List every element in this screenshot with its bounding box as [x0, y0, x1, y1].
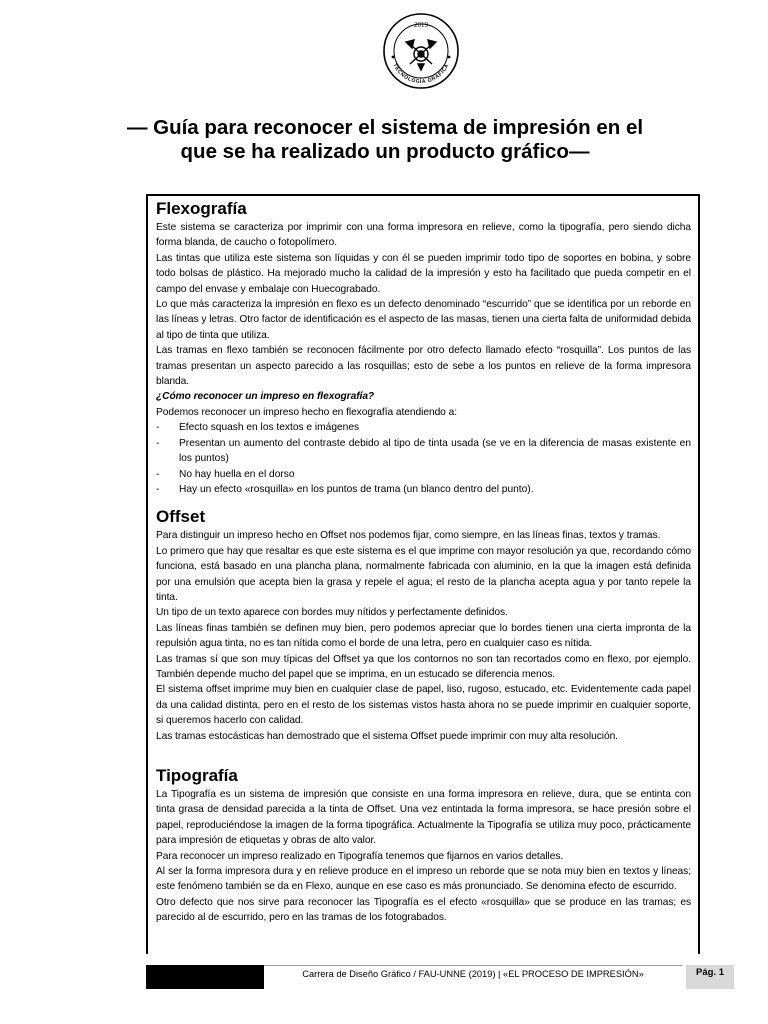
paragraph: Un tipo de un texto aparece con bordes muy nítidos y perfectamente definidos. — [156, 607, 508, 619]
list-item: - Efecto squash en los textos e imágenes — [156, 420, 691, 435]
paragraph: Podemos reconocer un impreso hecho en flexografía atendiendo a: — [156, 406, 457, 418]
seal-ring-text: TECNOLOGÍA GRÁFICA — [391, 62, 451, 86]
section-heading-tipografia: Tipografía — [156, 766, 238, 785]
paragraph: Para distinguir un impreso hecho en Offset nos podemos fijar, como siempre, en las líneas finas, textos y tramas. — [156, 530, 661, 542]
paragraph: Lo primero que hay que resaltar es que este sistema es el que imprime con mayor resolución ya que, recordando cómo funciona, está basado en una plancha plana, normalmente fabricada con aluminio, en la que la imagen está definida por una emulsión que acepta bien la grasa y repele el agua; el resto de la plancha acepta agua y por tanto repele la tinta. — [156, 545, 691, 603]
list-item: - Hay un efecto «rosquilla» en los puntos de trama (un blanco dentro del punto). — [156, 482, 691, 497]
paragraph: Las tramas estocásticas han demostrado que el sistema Offset puede imprimir con muy alta resolución. — [156, 730, 618, 742]
seal-year: 2019 — [414, 21, 428, 29]
list-item: - Presentan un aumento del contraste debido al tipo de tinta usada (se ve en la diferencia de masas existente en los puntos) — [156, 436, 691, 467]
paragraph: Este sistema se caracteriza por imprimir con una forma impresora en relieve, como la tipografía, pero siendo dicha forma blanda, de caucho o fotopolímero. — [156, 222, 691, 249]
list-item: - No hay huella en el dorso — [156, 467, 691, 482]
document-title: — Guía para reconocer el sistema de impresión en el que se ha realizado un producto gráfico— — [126, 116, 644, 163]
footer-black-bar — [146, 965, 264, 989]
section-heading-flexografia: Flexografía — [156, 199, 247, 218]
paragraph: El sistema offset imprime muy bien en cualquier clase de papel, liso, rugoso, estucado, etc. Evidentemente cada papel da una calidad distinta, pero en el resto de los sistemas vistos hasta ahora no se puede imprimir en cualquier soporte, si queremos hacerlo con calidad. — [156, 684, 691, 727]
paragraph: Para reconocer un impreso realizado en Tipografía tenemos que fijarnos en varios detalles. — [156, 850, 564, 862]
section-heading-offset: Offset — [156, 507, 206, 527]
page-number: Pág. 1 — [686, 965, 734, 989]
paragraph: Otro defecto que nos sirve para reconocer las Tipografía es el efecto «rosquilla» que se produce en las tramas; es parecido al de escurrido, pero en las tramas de los fotograbados. — [156, 896, 691, 924]
paragraph: Las líneas finas también se definen muy bien, pero podemos apreciar que lo bordes tienen una cierta impronta de la repulsión agua tinta, no es tan nítida como el borde de una letra, pero en cualquier caso es nítida. — [156, 622, 691, 650]
content-box — [146, 194, 700, 954]
subheading-question: ¿Cómo reconocer un impreso en flexografía? — [156, 391, 375, 403]
features-list — [156, 420, 691, 497]
footer-text: Carrera de Diseño Gráfico / FAU-UNNE (2019) | «EL PROCESO DE IMPRESIÓN» — [264, 965, 682, 989]
paragraph: Lo que más caracteriza la impresión en flexo es un defecto denominado “escurrido” que se identifica por un reborde en las líneas y letras. Otro factor de identificación es el aspecto de las masas, tienen una cierta falta de uniformidad debida al tipo de tinta que utiliza. — [156, 299, 691, 341]
paragraph: Las tintas que utiliza este sistema son líquidas y con él se pueden imprimir todo tipo de soportes en bobina, y sobre todo bolsas de plástico. Ha mejorado mucho la calidad de la impresión y esto ha facilitado que pueda competir en el campo del envase y embalaje con Huecograbado. — [156, 252, 691, 295]
paragraph: Las tramas sí que son muy típicas del Offset ya que los contornos no son tan recortados como en flexo, por ejemplo. También depende mucho del papel que se imprima, en un estucado se diferencia menos. — [156, 653, 691, 680]
paragraph: Las tramas en flexo también se reconocen fácilmente por otro defecto llamado efecto “rosquilla”. Los puntos de las tramas presentan un aspecto parecido a las rosquillas; esto de sebe a los puntos en relieve de la forma impresora blanda. — [156, 345, 691, 388]
paragraph: Al ser la forma impresora dura y en relieve produce en el impreso un reborde que se nota muy bien en textos y líneas; este fenómeno también se da en Flexo, aunque en ese caso es más pronunciado. Se denomina efecto de escurrido. — [156, 866, 691, 893]
paragraph: La Tipografía es un sistema de impresión que consiste en una forma impresora en relieve, dura, que se entinta con tinta grasa de densidad parecida a la tinta de Offset. Una vez entintada la forma impresora, se hace presión sobre el papel, reproduciéndose la imagen de la forma tipográfica. Actualmente la Tipografía se utiliza muy poco, prácticamente para impresión de etiquetas y obras de alto valor. — [156, 789, 691, 847]
seal-logo — [382, 12, 460, 90]
page-footer — [146, 965, 734, 989]
